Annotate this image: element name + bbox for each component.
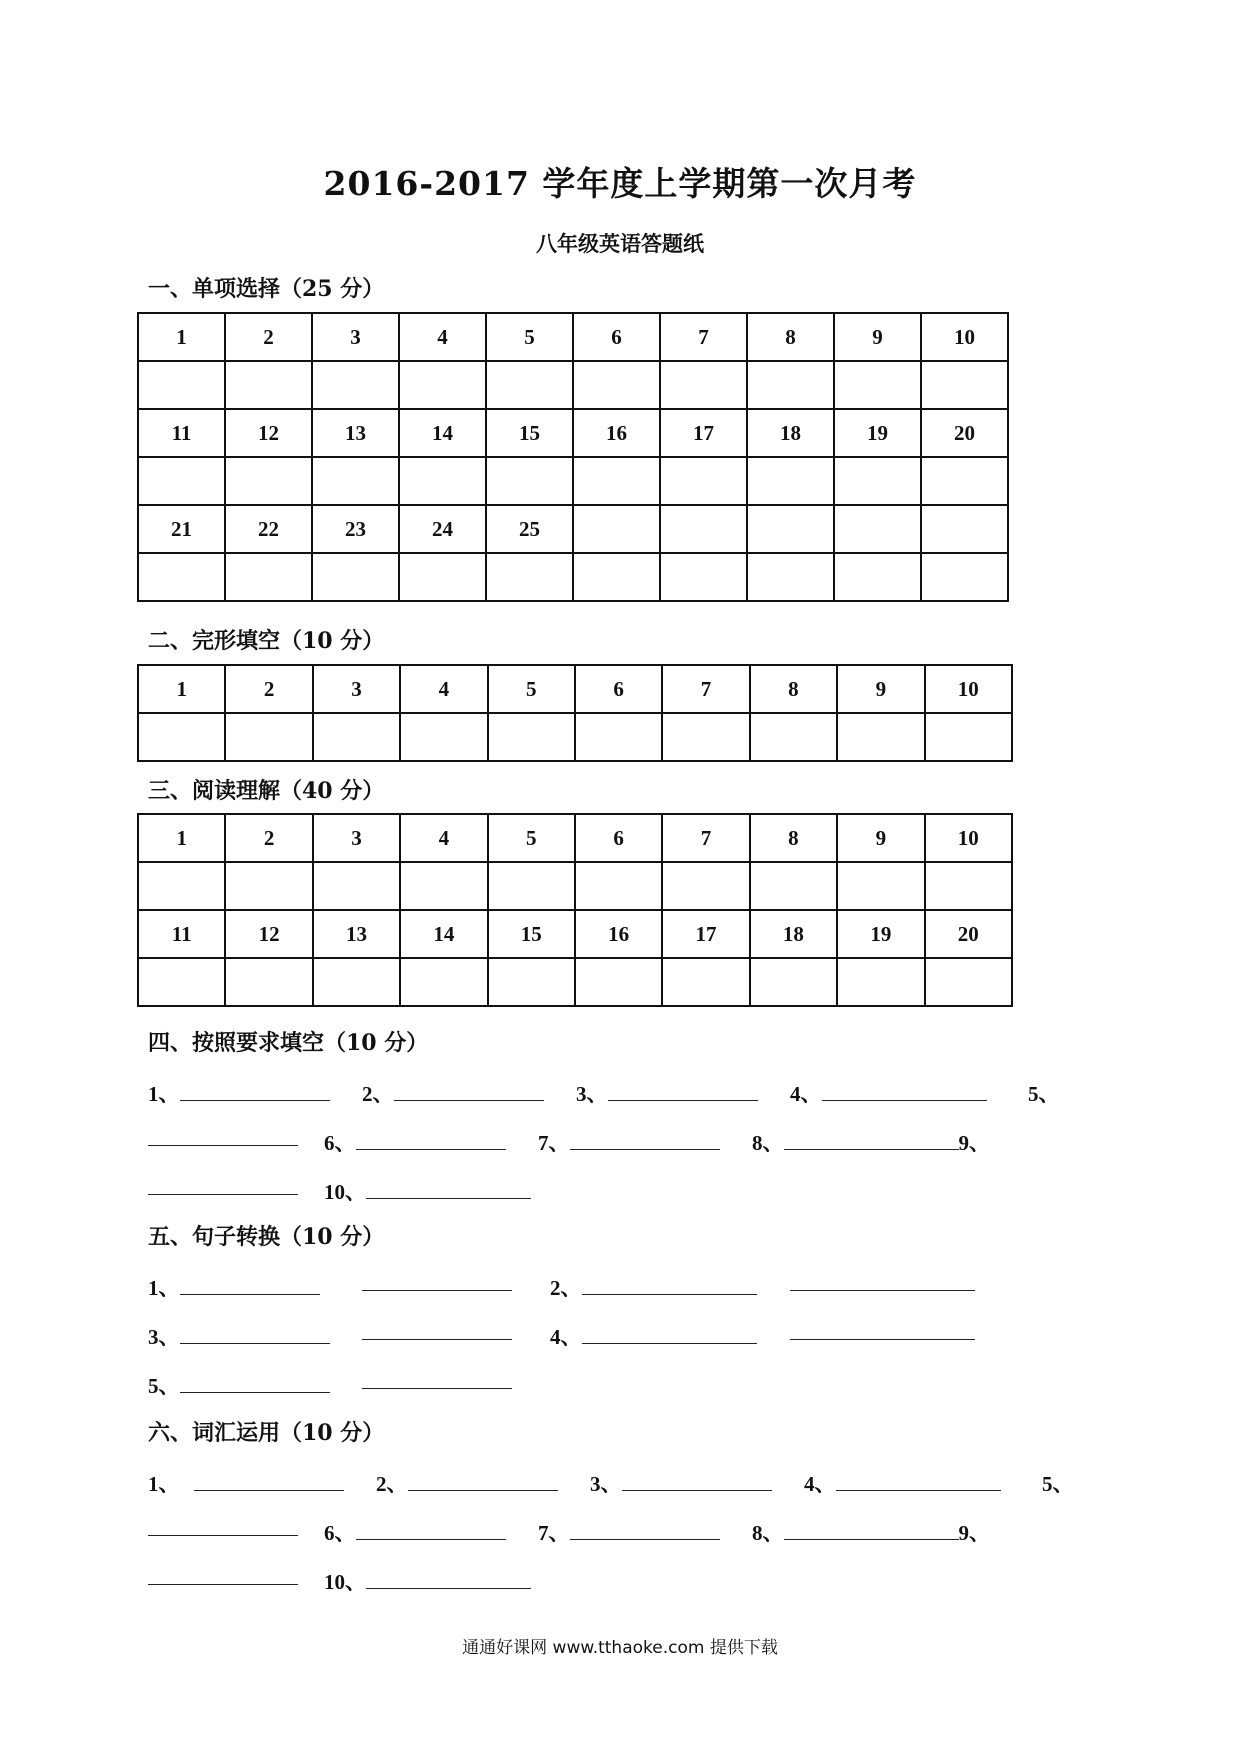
answer-blank[interactable] xyxy=(194,1472,344,1491)
answer-cell[interactable] xyxy=(662,958,749,1006)
question-number-cell: 23 xyxy=(312,505,399,553)
blank-label: 3、 xyxy=(148,1325,180,1349)
section-heading-5: 五、句子转换（10 分） xyxy=(148,1224,385,1250)
question-number-cell: 11 xyxy=(138,910,225,958)
question-number-cell: 3 xyxy=(313,665,400,713)
question-number-cell: 10 xyxy=(921,313,1008,361)
answer-cell[interactable] xyxy=(662,862,749,910)
answer-cell[interactable] xyxy=(225,361,312,409)
answer-blank[interactable] xyxy=(356,1131,506,1150)
question-number-cell: 3 xyxy=(313,814,400,862)
answer-cell[interactable] xyxy=(750,862,837,910)
fill-row xyxy=(148,1566,298,1591)
number-row xyxy=(138,313,1008,361)
answer-cell[interactable] xyxy=(486,361,573,409)
question-number-cell: 13 xyxy=(312,409,399,457)
answer-cell[interactable] xyxy=(834,361,921,409)
question-number-cell: 19 xyxy=(837,910,924,958)
section-heading-3: 三、阅读理解（40 分） xyxy=(148,778,385,804)
question-number-cell: 24 xyxy=(399,505,486,553)
answer-cell[interactable] xyxy=(400,958,487,1006)
question-number-cell: 9 xyxy=(837,814,924,862)
question-number-cell: 9 xyxy=(837,665,924,713)
footer-note: 通通好课网 www.tthaoke.com 提供下载 xyxy=(462,1638,778,1658)
fill-row xyxy=(148,1176,298,1201)
question-number-cell: 5 xyxy=(488,814,575,862)
blank-label: 2、 xyxy=(362,1082,394,1106)
answer-cell[interactable] xyxy=(925,862,1012,910)
blank-label: 3、 xyxy=(576,1082,608,1106)
section-heading-4: 四、按照要求填空（10 分） xyxy=(148,1030,429,1056)
answer-blank[interactable] xyxy=(362,1321,512,1340)
fill-row xyxy=(1042,1468,1074,1498)
answer-grid-3 xyxy=(137,813,1013,1007)
question-number-cell: 12 xyxy=(225,910,312,958)
answer-blank[interactable] xyxy=(784,1521,959,1540)
answer-cell[interactable] xyxy=(225,457,312,505)
answer-blank[interactable] xyxy=(622,1472,772,1491)
answer-blank[interactable] xyxy=(570,1131,720,1150)
answer-cell[interactable] xyxy=(225,713,312,761)
answer-cell[interactable] xyxy=(138,457,225,505)
answer-row xyxy=(138,553,1008,601)
answer-cell[interactable] xyxy=(747,457,834,505)
blank-label: 7、 xyxy=(538,1131,570,1155)
answer-cell[interactable] xyxy=(573,457,660,505)
question-number-cell: 17 xyxy=(662,910,749,958)
answer-cell[interactable] xyxy=(573,553,660,601)
answer-blank[interactable] xyxy=(362,1370,512,1389)
fill-row xyxy=(362,1370,512,1395)
blank-label: 4、 xyxy=(790,1082,822,1106)
answer-cell[interactable] xyxy=(400,862,487,910)
question-number-cell: 4 xyxy=(400,665,487,713)
fill-row xyxy=(148,1517,298,1542)
question-number-cell: 10 xyxy=(925,665,1012,713)
fill-row xyxy=(590,1468,772,1498)
answer-cell[interactable] xyxy=(921,361,1008,409)
fill-row xyxy=(538,1127,720,1157)
blank-label: 6、 xyxy=(324,1131,356,1155)
answer-cell[interactable] xyxy=(747,553,834,601)
answer-row xyxy=(138,958,1012,1006)
question-number-cell: 13 xyxy=(313,910,400,958)
question-number-cell: 7 xyxy=(662,665,749,713)
fill-row xyxy=(790,1078,987,1108)
question-number-cell: 3 xyxy=(312,313,399,361)
fill-row xyxy=(790,1272,975,1297)
question-number-cell: 15 xyxy=(488,910,575,958)
answer-blank[interactable] xyxy=(366,1180,531,1199)
answer-cell[interactable] xyxy=(312,553,399,601)
answer-blank[interactable] xyxy=(790,1272,975,1291)
fill-row xyxy=(148,1468,344,1498)
answer-cell[interactable] xyxy=(488,862,575,910)
question-number-cell: 9 xyxy=(834,313,921,361)
answer-cell[interactable] xyxy=(312,457,399,505)
answer-blank[interactable] xyxy=(790,1321,975,1340)
answer-blank[interactable] xyxy=(180,1082,330,1101)
answer-blank[interactable] xyxy=(836,1472,1001,1491)
question-number-cell: 18 xyxy=(750,910,837,958)
answer-blank[interactable] xyxy=(582,1276,757,1295)
blank-label: 9、 xyxy=(958,1521,990,1545)
answer-blank[interactable] xyxy=(408,1472,558,1491)
question-number-cell: 1 xyxy=(138,814,225,862)
fill-row xyxy=(362,1078,544,1108)
blank-label: 8、 xyxy=(752,1521,784,1545)
question-number-cell: 8 xyxy=(750,665,837,713)
answer-blank[interactable] xyxy=(180,1374,330,1393)
fill-row xyxy=(324,1176,531,1206)
blank-label: 7、 xyxy=(538,1521,570,1545)
answer-blank[interactable] xyxy=(148,1176,298,1195)
blank-label: 1、 xyxy=(148,1082,180,1106)
answer-cell[interactable] xyxy=(750,713,837,761)
blank-label: 9、 xyxy=(958,1131,990,1155)
question-number-cell: 7 xyxy=(660,313,747,361)
answer-row xyxy=(138,457,1008,505)
fill-row xyxy=(550,1321,757,1351)
answer-cell[interactable] xyxy=(486,457,573,505)
answer-blank[interactable] xyxy=(570,1521,720,1540)
answer-cell[interactable] xyxy=(921,457,1008,505)
question-number-cell: 6 xyxy=(575,665,662,713)
answer-cell[interactable] xyxy=(225,958,312,1006)
answer-blank[interactable] xyxy=(784,1131,959,1150)
fill-row xyxy=(148,1078,330,1108)
blank-label: 1、 xyxy=(148,1472,180,1496)
answer-blank[interactable] xyxy=(356,1521,506,1540)
number-row xyxy=(138,505,1008,553)
answer-cell[interactable] xyxy=(313,958,400,1006)
question-number-cell: 16 xyxy=(575,910,662,958)
number-row xyxy=(138,910,1012,958)
answer-blank[interactable] xyxy=(148,1517,298,1536)
blank-label: 2、 xyxy=(376,1472,408,1496)
question-number-cell: 14 xyxy=(399,409,486,457)
question-number-cell: 12 xyxy=(225,409,312,457)
answer-row xyxy=(138,862,1012,910)
question-number-cell: 15 xyxy=(486,409,573,457)
question-number-cell xyxy=(573,505,660,553)
answer-cell[interactable] xyxy=(313,713,400,761)
blank-label: 3、 xyxy=(590,1472,622,1496)
fill-row xyxy=(362,1321,512,1346)
page-title: 2016-2017 学年度上学期第一次月考 xyxy=(323,164,917,203)
answer-cell[interactable] xyxy=(834,457,921,505)
answer-cell[interactable] xyxy=(313,862,400,910)
fill-row xyxy=(148,1370,330,1400)
question-number-cell: 22 xyxy=(225,505,312,553)
question-number-cell: 1 xyxy=(138,665,225,713)
question-number-cell xyxy=(660,505,747,553)
question-number-cell: 25 xyxy=(486,505,573,553)
answer-blank[interactable] xyxy=(180,1276,320,1295)
answer-cell[interactable] xyxy=(225,862,312,910)
answer-blank[interactable] xyxy=(822,1082,987,1101)
answer-blank[interactable] xyxy=(366,1570,531,1589)
question-number-cell: 11 xyxy=(138,409,225,457)
fill-row xyxy=(1028,1078,1060,1108)
fill-row xyxy=(752,1517,990,1547)
fill-row xyxy=(324,1566,531,1596)
question-number-cell xyxy=(834,505,921,553)
answer-cell[interactable] xyxy=(834,553,921,601)
blank-label: 5、 xyxy=(1028,1082,1060,1106)
number-row xyxy=(138,409,1008,457)
fill-row xyxy=(148,1272,320,1302)
answer-cell[interactable] xyxy=(575,713,662,761)
fill-row xyxy=(790,1321,975,1346)
fill-row xyxy=(804,1468,1001,1498)
answer-cell[interactable] xyxy=(138,713,225,761)
question-number-cell: 21 xyxy=(138,505,225,553)
fill-row xyxy=(362,1272,512,1297)
answer-cell[interactable] xyxy=(837,713,924,761)
answer-cell[interactable] xyxy=(575,958,662,1006)
blank-label: 5、 xyxy=(1042,1472,1074,1496)
answer-cell[interactable] xyxy=(488,958,575,1006)
question-number-cell: 20 xyxy=(925,910,1012,958)
answer-cell[interactable] xyxy=(399,361,486,409)
question-number-cell: 18 xyxy=(747,409,834,457)
question-number-cell: 10 xyxy=(925,814,1012,862)
question-number-cell: 17 xyxy=(660,409,747,457)
blank-label: 5、 xyxy=(148,1374,180,1398)
fill-row xyxy=(324,1517,506,1547)
answer-row xyxy=(138,713,1012,761)
question-number-cell: 1 xyxy=(138,313,225,361)
question-number-cell: 2 xyxy=(225,313,312,361)
blank-label: 8、 xyxy=(752,1131,784,1155)
answer-cell[interactable] xyxy=(138,958,225,1006)
answer-cell[interactable] xyxy=(750,958,837,1006)
blank-label: 2、 xyxy=(550,1276,582,1300)
answer-cell[interactable] xyxy=(660,361,747,409)
page-subtitle: 八年级英语答题纸 xyxy=(536,231,704,256)
answer-grid-1 xyxy=(137,312,1009,602)
blank-label: 4、 xyxy=(550,1325,582,1349)
fill-row xyxy=(148,1127,298,1152)
fill-row xyxy=(576,1078,758,1108)
fill-row xyxy=(376,1468,558,1498)
fill-row xyxy=(148,1321,330,1351)
question-number-cell: 4 xyxy=(399,313,486,361)
question-number-cell: 8 xyxy=(747,313,834,361)
answer-cell[interactable] xyxy=(925,958,1012,1006)
answer-cell[interactable] xyxy=(925,713,1012,761)
blank-label: 10、 xyxy=(324,1180,366,1204)
answer-blank[interactable] xyxy=(582,1325,757,1344)
answer-blank[interactable] xyxy=(608,1082,758,1101)
answer-cell[interactable] xyxy=(138,862,225,910)
answer-cell[interactable] xyxy=(921,553,1008,601)
answer-cell[interactable] xyxy=(660,553,747,601)
question-number-cell: 7 xyxy=(662,814,749,862)
question-number-cell: 5 xyxy=(488,665,575,713)
answer-cell[interactable] xyxy=(837,862,924,910)
section-heading-1: 一、单项选择（25 分） xyxy=(148,276,385,302)
question-number-cell xyxy=(921,505,1008,553)
blank-label: 6、 xyxy=(324,1521,356,1545)
answer-cell[interactable] xyxy=(573,361,660,409)
question-number-cell: 14 xyxy=(400,910,487,958)
blank-label: 10、 xyxy=(324,1570,366,1594)
answer-cell[interactable] xyxy=(399,457,486,505)
answer-cell[interactable] xyxy=(312,361,399,409)
answer-cell[interactable] xyxy=(225,553,312,601)
answer-cell[interactable] xyxy=(747,361,834,409)
fill-row xyxy=(550,1272,757,1302)
answer-blank[interactable] xyxy=(148,1566,298,1585)
answer-grid-2 xyxy=(137,664,1013,762)
answer-blank[interactable] xyxy=(148,1127,298,1146)
question-number-cell: 6 xyxy=(573,313,660,361)
answer-cell[interactable] xyxy=(400,713,487,761)
answer-blank[interactable] xyxy=(180,1325,330,1344)
blank-label: 1、 xyxy=(148,1276,180,1300)
fill-row xyxy=(752,1127,990,1157)
fill-row xyxy=(538,1517,720,1547)
answer-cell[interactable] xyxy=(486,553,573,601)
answer-cell[interactable] xyxy=(138,553,225,601)
answer-blank[interactable] xyxy=(362,1272,512,1291)
question-number-cell: 4 xyxy=(400,814,487,862)
question-number-cell: 2 xyxy=(225,814,312,862)
question-number-cell: 8 xyxy=(750,814,837,862)
answer-cell[interactable] xyxy=(837,958,924,1006)
answer-cell[interactable] xyxy=(488,713,575,761)
question-number-cell: 19 xyxy=(834,409,921,457)
answer-cell[interactable] xyxy=(660,457,747,505)
section-heading-6: 六、词汇运用（10 分） xyxy=(148,1420,385,1446)
section-heading-2: 二、完形填空（10 分） xyxy=(148,628,385,654)
answer-cell[interactable] xyxy=(575,862,662,910)
question-number-cell: 5 xyxy=(486,313,573,361)
fill-row xyxy=(324,1127,506,1157)
answer-cell[interactable] xyxy=(399,553,486,601)
question-number-cell xyxy=(747,505,834,553)
question-number-cell: 16 xyxy=(573,409,660,457)
blank-label: 4、 xyxy=(804,1472,836,1496)
question-number-cell: 6 xyxy=(575,814,662,862)
answer-row xyxy=(138,361,1008,409)
answer-cell[interactable] xyxy=(138,361,225,409)
question-number-cell: 2 xyxy=(225,665,312,713)
answer-blank[interactable] xyxy=(394,1082,544,1101)
answer-cell[interactable] xyxy=(662,713,749,761)
question-number-cell: 20 xyxy=(921,409,1008,457)
number-row xyxy=(138,665,1012,713)
number-row xyxy=(138,814,1012,862)
